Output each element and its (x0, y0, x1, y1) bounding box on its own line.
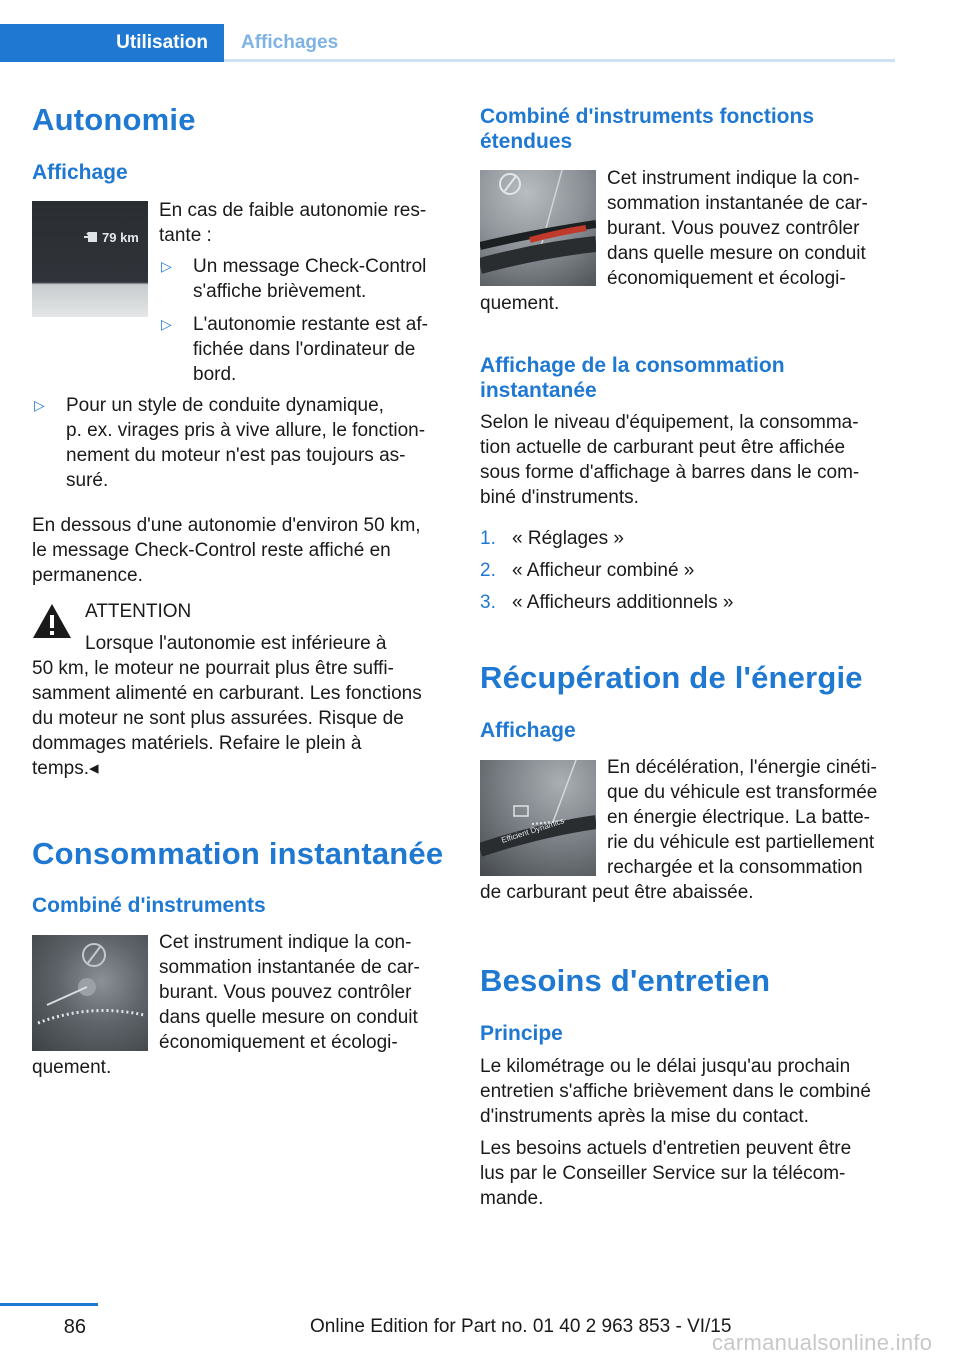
warning-text: 50 km, le moteur ne pourrait plus être suffi- samment alimenté en carburant. Les fonctions du moteur ne sont plus assurées. Risque de dommages matériels. Refaire le plein à temps.◂ (32, 658, 422, 779)
subheading-combine: Combiné d'instruments (32, 894, 266, 917)
extended-text-end: quement. (480, 293, 560, 314)
footer-rule (0, 1303, 98, 1306)
gauge-icon (32, 935, 148, 1051)
heading-autonomie: Autonomie (32, 102, 196, 137)
range-readout: 79 km (102, 230, 139, 245)
consumption-text: Cet instrument indique la con- sommation instantanée de car- burant. Vous pouvez contrôler dans quelle mesure on conduit économiquement et écologi- (159, 932, 420, 1053)
list-item: ▷ L'autonomie restante est af- fichée dans l'ordinateur de bord. (161, 314, 428, 385)
heading-entretien: Besoins d'entretien (480, 963, 771, 998)
energy-text: En décélération, l'énergie cinéti- que du véhicule est transformée en énergie électrique. La batte- rie du véhicule est partiellement rechargée et la consommation (607, 757, 878, 878)
range-intro: En cas de faible autonomie res- tante : (159, 200, 427, 246)
warning-text-first: Lorsque l'autonomie est inférieure à (85, 633, 387, 654)
subheading-affichage-recuperation: Affichage (480, 719, 576, 742)
tab-utilisation[interactable]: Utilisation (0, 24, 224, 62)
list-item: 1. « Réglages » (480, 528, 624, 549)
subheading-combine-etendues: Combiné d'instruments fonctions étendues (480, 105, 815, 153)
fuel-pump-icon (32, 201, 148, 317)
heading-consommation: Consommation instantanée (32, 836, 444, 871)
gauge-icon (480, 170, 596, 286)
range-display-image (32, 201, 148, 317)
footer-edition: Online Edition for Part no. 01 40 2 963 853 - VI/15 (310, 1316, 732, 1337)
energy-text-end: de carburant peut être abaissée. (480, 882, 754, 903)
efficient-dynamics-label: Efficient Dynamics (500, 816, 566, 845)
maintenance-text-2: Les besoins actuels d'entretien peuvent être lus par le Conseiller Service sur la télécom- mande. (480, 1138, 852, 1209)
range-paragraph: En dessous d'une autonomie d'environ 50 km, le message Check-Control reste affiché en permanence. (32, 515, 421, 586)
list-item: 3. « Afficheurs additionnels » (480, 592, 734, 613)
tab-underline (224, 59, 895, 62)
consumption-gauge-image (32, 935, 148, 1051)
subheading-principe: Principe (480, 1022, 563, 1045)
energy-recovery-image (480, 760, 596, 876)
list-item: ▷ Un message Check-Control s'affiche brièvement. (161, 256, 427, 302)
extended-gauge-image (480, 170, 596, 286)
consumption-text-end: quement. (32, 1057, 112, 1078)
subheading-affichage-consommation: Affichage de la consommation instantanée (480, 354, 785, 402)
warning-icon (32, 603, 72, 639)
heading-recuperation: Récupération de l'énergie (480, 660, 863, 695)
tab-affichages[interactable]: Affichages (241, 32, 339, 53)
maintenance-text-1: Le kilométrage ou le délai jusqu'au prochain entretien s'affiche brièvement dans le combiné d'instruments après la mise du contact. (480, 1056, 871, 1127)
list-item: ▷ Pour un style de conduite dynamique, p. ex. virages pris à vive allure, le fonction- nement du moteur n'est pas toujours as- suré. (34, 395, 426, 491)
warning-title: ATTENTION (85, 601, 192, 622)
watermark: carmanualsonline.info (712, 1330, 933, 1355)
battery-icon (480, 760, 596, 876)
extended-text: Cet instrument indique la con- sommation instantanée de car- burant. Vous pouvez contrôler dans quelle mesure on conduit économiquement et écologi- (607, 168, 868, 289)
page-number: 86 (63, 1316, 86, 1338)
list-item: 2. « Afficheur combiné » (480, 560, 695, 581)
subheading-affichage: Affichage (32, 161, 128, 184)
consumption-display-text: Selon le niveau d'équipement, la consomma- tion actuelle de carburant peut être affichée sous forme d'affichage à barres dans le com- biné d'instruments. (480, 412, 860, 508)
header-tabs (0, 24, 895, 62)
